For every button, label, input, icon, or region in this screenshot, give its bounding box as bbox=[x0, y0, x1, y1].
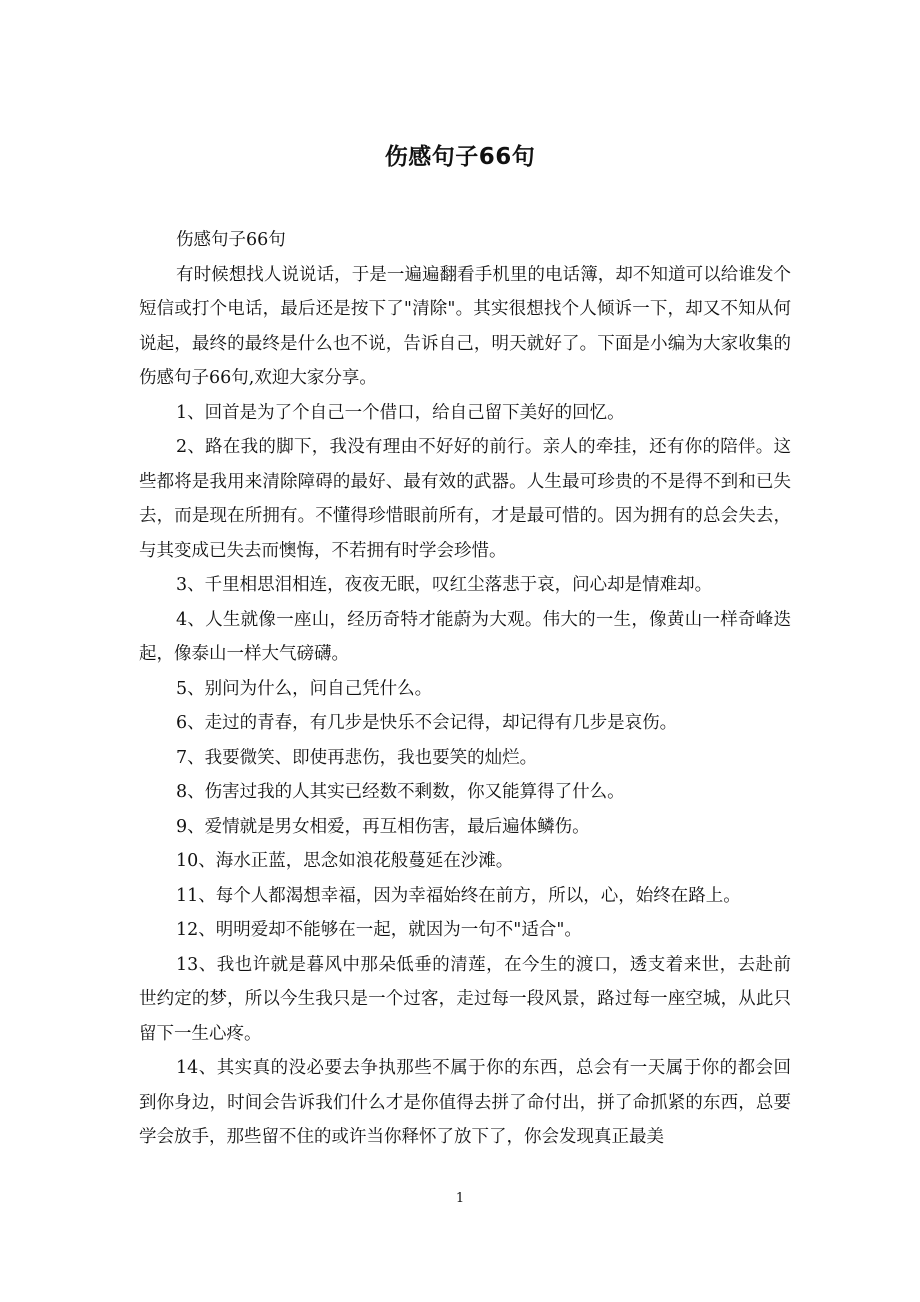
quote-paragraph: 2、路在我的脚下，我没有理由不好好的前行。亲人的牵挂，还有你的陪伴。这些都将是我用来清除障碍的最好、最有效的武器。人生最可珍贵的不是得不到和已失去，而是现在所拥有。不懂得珍惜眼前所有，才是最可惜的。因为拥有的总会失去，与其变成已失去而懊悔，不若拥有时学会珍惜。 bbox=[139, 437, 791, 561]
quote-paragraph: 12、明明爱却不能够在一起，就因为一句不"适合"。 bbox=[176, 920, 582, 940]
intro-paragraph: 有时候想找人说说话，于是一遍遍翻看手机里的电话簿，却不知道可以给谁发个短信或打个电话，最后还是按下了"清除"。其实很想找个人倾诉一下，却又不知从何说起，最终的最终是什么也不说，告诉自己，明天就好了。下面是小编为大家收集的伤感句子66句,欢迎大家分享。 bbox=[139, 264, 791, 388]
quote-paragraph: 14、其实真的没必要去争执那些不属于你的东西，总会有一天属于你的都会回到你身边，时间会告诉我们什么才是你值得去拼了命付出，拼了命抓紧的东西，总要学会放手，那些留不住的或许当你释怀了放下了，你会发现真正最美 bbox=[139, 1058, 791, 1147]
quote-paragraph: 11、每个人都渴想幸福，因为幸福始终在前方，所以，心，始终在路上。 bbox=[176, 885, 741, 906]
quote-paragraph: 6、走过的青春，有几步是快乐不会记得，却记得有几步是哀伤。 bbox=[176, 713, 678, 733]
document-title: 伤感句子66句 bbox=[384, 144, 536, 170]
quote-paragraph: 4、人生就像一座山，经历奇特才能蔚为大观。伟大的一生，像黄山一样奇峰迭起，像泰山一样大气磅礴。 bbox=[139, 609, 791, 664]
quote-paragraph: 3、千里相思泪相连，夜夜无眠，叹红尘落悲于哀，问心却是情难却。 bbox=[176, 575, 713, 595]
document-body bbox=[139, 223, 791, 1155]
quote-paragraph: 5、别问为什么，问自己凭什么。 bbox=[176, 678, 433, 699]
quote-paragraph: 1、回首是为了个自己一个借口，给自己留下美好的回忆。 bbox=[176, 402, 625, 423]
page-number: 1 bbox=[455, 1191, 465, 1206]
quote-paragraph: 7、我要微笑、即使再悲伤，我也要笑的灿烂。 bbox=[176, 747, 538, 768]
quote-paragraph: 13、我也许就是暮风中那朵低垂的清莲，在今生的渡口，透支着来世，去赴前世约定的梦，所以今生我只是一个过客，走过每一段风景，路过每一座空城，从此只留下一生心疼。 bbox=[139, 954, 791, 1044]
quote-paragraph: 9、爱情就是男女相爱，再互相伤害，最后遍体鳞伤。 bbox=[176, 816, 590, 837]
quote-paragraph: 8、伤害过我的人其实已经数不剩数，你又能算得了什么。 bbox=[176, 782, 625, 802]
subtitle-paragraph: 伤感句子66句 bbox=[176, 230, 286, 250]
quote-paragraph: 10、海水正蓝，思念如浪花般蔓延在沙滩。 bbox=[176, 851, 514, 871]
